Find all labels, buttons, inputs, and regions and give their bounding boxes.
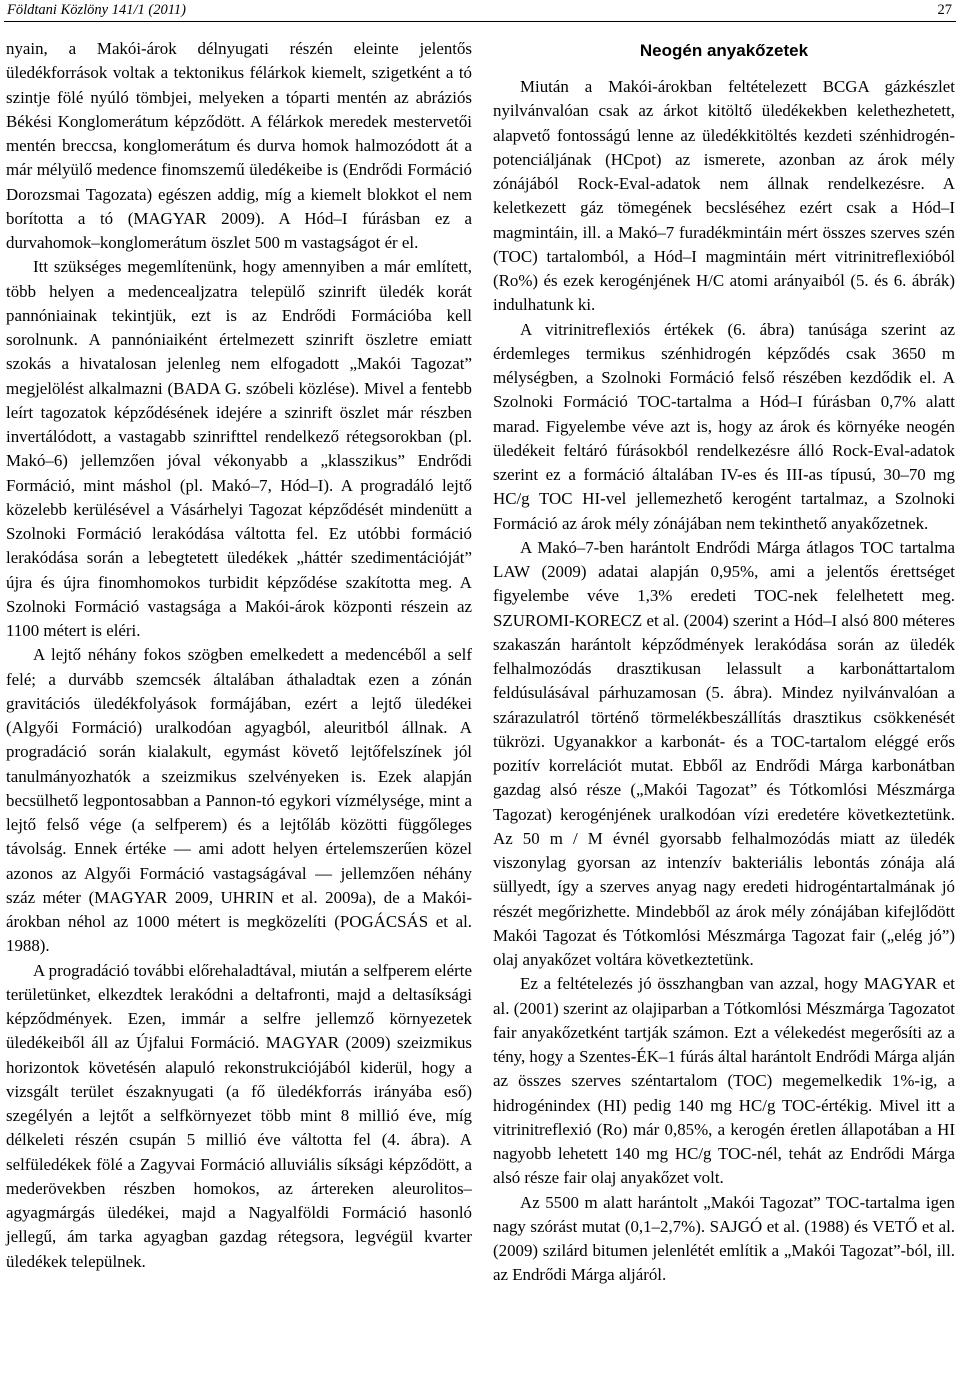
body-paragraph: nyain, a Makói-árok délnyugati részén eleinte jelentős üledékforrások voltak a tektonikus félárkok kiemelt, szigetként a tó szintje fölé nyúló tömbjei, melyeken a tóparti mentén az abráziós Békési Konglomerátum képződött. A félárkok meredek mestervetői mentén breccsa, konglomerátum és durva homok halmozódott át a már mélyülő medence finomszemű üledékeibe is (Endrődi Formáció Dorozsmai Tagozata) egészen addig, míg a kiemelt blokkot el nem borította a tó (MAGYAR 2009). A Hód–I fúrásban ez a durvahomok–konglomerátum öszlet 500 m vastagságot ér el. [6, 39, 472, 252]
header-rule [4, 21, 956, 22]
body-paragraph: A lejtő néhány fokos szögben emelkedett a medencéből a self felé; a durvább szemcsék általában áthaladtak ezen a zónán gravitációs üledékfolyások formájában, ezért a lejtő üledékei (Algyői Formáció) uralkodóan agyagból, aleuritból állnak. A progradáció során kialakult, egymást követő lejtőfelszínek jól tanulmányozhatók a szeizmikus szelvényeken is. Ezek alapján becsülhető legpontosabban a Pannon-tó egykori vízmélysége, mint a lejtő felső vége (a selfperem) és a lejtőláb közötti függőleges távolság. Ennek értéke — ami adott helyen értelemszerűen közel azonos az Algyői Formáció vastagságával — jellemzően néhány száz méter (MAGYAR 2009, UHRIN et al. 2009a), de a Makói-árokban néhol az 1000 métert is megközelíti (POGÁCSÁS et al. 1988). [6, 645, 472, 956]
body-paragraph: Miután a Makói-árokban feltételezett BCGA gázkészlet nyilvánvalóan csak az árkot kitöltő üledékekben kelethezhetett, alapvető fontosságú lenne az üledékkitöltés kezdeti szénhidrogén-potenciáljának (HCpot) az ismerete, azonban az árok mély zónájából Rock-Eval-adatok nem állnak rendelkezésre. A keletkezett gáz tömegének becsléséhez ezért csak a Hód–I magmintáin, ill. a Makó–7 furadékmintáin mért összes szerves szén (TOC) tartalomból, a Hód–I magmintáin mért vitrinitreflexióból (Ro%) és ezek kerogénjének H/C atomi arányaiból (5. és 6. ábrák) indulhatunk ki. [493, 77, 955, 315]
body-paragraph: A progradáció további előrehaladtával, miután a selfperem elérte területünket, elkezdtek lerakódni a deltafronti, majd a deltasíksági képződmények. Ezen, immár a selfre jellemző környezetek üledékeiből áll az Újfalui Formáció. MAGYAR (2009) szeizmikus horizontok követésén alapuló rekonstrukciójából kiderül, hogy a vizsgált terület északnyugati (a fő üledékforrás irányába eső) szegélyén a lejtőt a selfkörnyezet több mint 8 millió éve, míg délkeleti részén csupán 5 millió éve váltotta fel (4. ábra). A selfüledékek fölé a Zagyvai Formáció alluviális síksági képződött, a mederövekben részben homokos, az ártereken aleurolitos–agyagmárgás üledékei, majd a Nagyalföldi Formáció hasonló jellegű, ám tarka agyagban gazdag rétegsora, legvégül kvarter üledékek települnek. [6, 960, 472, 1271]
body-paragraph: A Makó–7-ben harántolt Endrődi Márga átlagos TOC tartalma LAW (2009) adatai alapján 0,95%, ami a jelentős érettséget figyelembe véve 1,3% eredeti TOC-nek felelhetett meg. SZUROMI-KORECZ et al. (2004) szerint a Hód–I alsó 800 méteres szakaszán harántolt képződmények lerakódása során az üledék felhalmozódás drasztikusan lelassult a karbonáttartalom feldúsulásával párhuzamosan (5. ábra). Mindez nyilvánvalóan a szárazulatról történő törmelékbeszállítás drasztikus csökkenését tükrözi. Ugyanakkor a karbonát- és a TOC-tartalom eléggé erős pozitív korrelációt mutat. Ebből az Endrődi Márga karbonátban gazdag alsó része („Makói Tagozat” és Tótkomlósi Mészmárga Tagozat) kerogénjének uralkodóan vízi eredetére következtetünk. Az 50 m / M évnél gyorsabb felhalmozódás miatt az üledék viszonylag gyorsan az intenzív bakteriális lebontás zónája alá süllyedt, így a szerves anyag nagy eredeti hidrogéntartalmának jó részét megőrizhette. Mindebből az árok mély zónájában kifejlődött Makói Tagozat és Tótkomlósi Mészmárga Tagozat fair („elég jó”) olaj anyakőzet voltára következtetünk. [493, 537, 955, 969]
body-paragraph: Az 5500 m alatt harántolt „Makói Tagozat” TOC-tartalma igen nagy szórást mutat (0,1–2,7%). SAJGÓ et al. (1988) és VETŐ et al. (2009) szilárd bitumen jelenlétét említik a „Makói Tagozat”-ból, ill. az Endrődi Márga aljáról. [493, 1192, 955, 1285]
body-paragraph: Itt szükséges megemlítenünk, hogy amennyiben a már említett, több helyen a medencealjzatra települő szinrift üledék korát pannóniainak tekintjük, ezt is az Endrődi Formációba kell sorolnunk. A pannóniaiként értelmezett szinrift öszletre emiatt szokás a hivatalosan jelenleg nem elfogadott „Makói Tagozat” megjelölést alkalmazni (BADA G. szóbeli közlése). Mivel a fentebb leírt tagozatok képződésének idejére a szinrift öszlet már részben invertálódott, a vastagabb szinrifttel rendelkező rétegsorokban (pl. Makó–6) jellemzően jóval vékonyabb a „klasszikus” Endrődi Formáció, mint máshol (pl. Makó–7, Hód–I). A progradáló lejtő közelebb kerülésével a Vásárhelyi Tagozat képződését mindenütt a Szolnoki Formáció lerakódása váltotta fel. Ez utóbbi formáció lerakódása során a lebegtetett üledékek „háttér szedimentációját” újra és újra finomhomokos turbidit képződése szakította meg. A Szolnoki Formáció vastagsága a Makói-árok központi részein az 1100 métert is eléri. [6, 257, 472, 640]
section-heading: Neogén anyakőzetek [639, 41, 809, 60]
right-column [493, 40, 955, 1288]
body-paragraph: A vitrinitreflexiós értékek (6. ábra) tanúsága szerint az érdemleges termikus szénhidrogén képződés csak 3650 m mélységben, a Szolnoki Formáció felső részében kezdődik el. A Szolnoki Formáció TOC-tartalma a Hód–I fúrásban 0,7% alatt marad. Figyelembe véve azt is, hogy az árok és környéke neogén üledékeit feltáró fúrásokból rendelkezésre álló Rock-Eval-adatok szerint ez a formáció általában IV-es és III-as típusú, 30–70 mg HC/g TOC HI-vel jellemezhető kerogént tartalmaz, a Szolnoki Formáció az árok mély zónájában nem tekinthető anyakőzetnek. [493, 319, 955, 533]
page-number: 27 [937, 2, 952, 18]
body-paragraph: Ez a feltételezés jó összhangban van azzal, hogy MAGYAR et al. (2001) szerint az olajiparban a Tótkomlósi Mészmárga Tagozatot fair anyakőzetként tartják számon. Ezt a vélekedést megerősíti az a tény, hogy a Szentes-ÉK–1 fúrás által harántolt Endrődi Márga alján az összes szerves széntartalom (TOC) megemelkedik 1%-ig, a hidrogénindex (HI) pedig 140 mg HC/g TOC-értékig. Mivel itt a vitrinitreflexió (Ro) már 0,85%, a kerogén éretlen állapotában a HI nagyobb lehetett 140 mg HC/g TOC-nél, tehát az Endrődi Márga alsó része fair olaj anyakőzet volt. [493, 974, 956, 1188]
left-column [6, 37, 472, 1274]
journal-header: Földtani Közlöny 141/1 (2011) [7, 2, 186, 18]
